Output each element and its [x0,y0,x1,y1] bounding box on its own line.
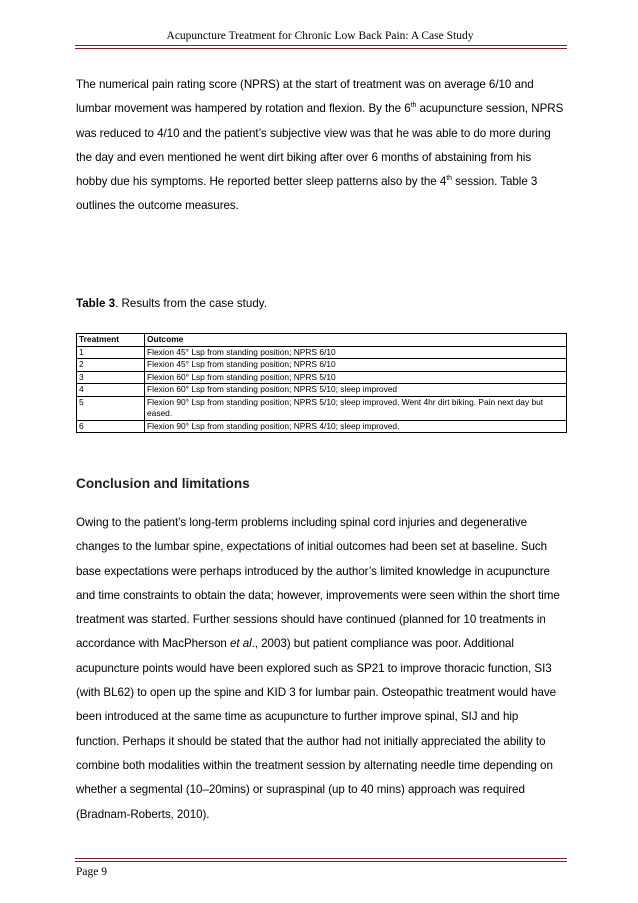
header-treatment: Treatment [77,334,145,347]
intro-text-3: session. Table 3 outlines the outcome measures. [76,175,538,213]
running-header: Acupuncture Treatment for Chronic Low Back Pain: A Case Study [166,30,474,42]
conclusion-text-1: Owing to the patient’s long-term problems including spinal cord injuries and degenerative changes to the lumbar spine, expectations of initial outcomes had been set at baseline. Such base expectations were perhaps introduced by the author’s limited knowledge in acupuncture and time constraints to obtain the data; however, improvements were seen within the short time treatment was started. Further sessions should have continued (planned for 10 treatments in accordance with MacPherson [76,516,560,651]
table-row [77,384,567,397]
table-row [77,359,567,372]
table-caption-text: . Results from the case study. [115,297,267,310]
table-row [77,420,567,433]
table-row [77,346,567,359]
intro-text-1: The numerical pain rating score (NPRS) at the start of treatment was on average 6/10 and lumbar movement was hampered by rotation and flexion. By the 6 [76,78,534,116]
cell-outcome: Flexion 60° Lsp from standing position; NPRS 5/10 [145,371,567,384]
cell-outcome: Flexion 60° Lsp from standing position; NPRS 5/10; sleep improved [145,384,567,397]
table-row [77,396,567,420]
cell-treatment: 2 [77,359,145,372]
ordinal-suffix: th [410,102,417,110]
results-table [76,333,567,433]
cell-outcome: Flexion 90° Lsp from standing position; NPRS 5/10; sleep improved. Went 4hr dirt biking. Pain next day but eased. [145,396,567,420]
table-caption [76,297,267,310]
cell-outcome: Flexion 45° Lsp from standing position; NPRS 6/10 [145,359,567,372]
header-outcome: Outcome [145,334,567,347]
table-header-row [77,334,567,347]
section-heading: Conclusion and limitations [76,476,250,491]
intro-paragraph [76,73,564,219]
cell-treatment: 6 [77,420,145,433]
page-number: Page 9 [76,866,107,878]
conclusion-paragraph [76,511,564,827]
header-rule [75,45,567,49]
footer-rule [75,858,567,862]
cell-treatment: 1 [77,346,145,359]
ordinal-suffix: th [446,175,452,183]
cell-treatment: 3 [77,371,145,384]
cell-outcome: Flexion 90° Lsp from standing position; NPRS 4/10; sleep improved. [145,420,567,433]
cell-treatment: 4 [77,384,145,397]
conclusion-text-2: ., 2003) but patient compliance was poor. Additional acupuncture points would have been explored such as SP21 to improve thoracic function, SI3 (with BL62) to open up the spine and KID 3 for lumbar pain. Osteopathic treatment would have been introduced at the same time as acupuncture to further improve spinal, SIJ and hip function. Perhaps it should be stated that the author had not initially appreciated the ability to combine both modalities within the treatment session by alternating needle time depending on whether a segmental (10–20mins) or supraspinal (up to 40 mins) approach was required (Bradnam-Roberts, 2010). [76,637,557,821]
cell-outcome: Flexion 45° Lsp from standing position; NPRS 6/10 [145,346,567,359]
et-al-italic: et al [229,637,252,651]
intro-text-2: acupuncture session, NPRS was reduced to 4/10 and the patient’s subjective view was that he was able to do more during the day and even mentioned he went dirt biking after over 6 months of abstaining from his hobby due his symptoms. He reported better sleep patterns also by the 4 [76,102,564,189]
cell-treatment: 5 [77,396,145,420]
table-row [77,371,567,384]
table-caption-label: Table 3 [76,297,116,310]
